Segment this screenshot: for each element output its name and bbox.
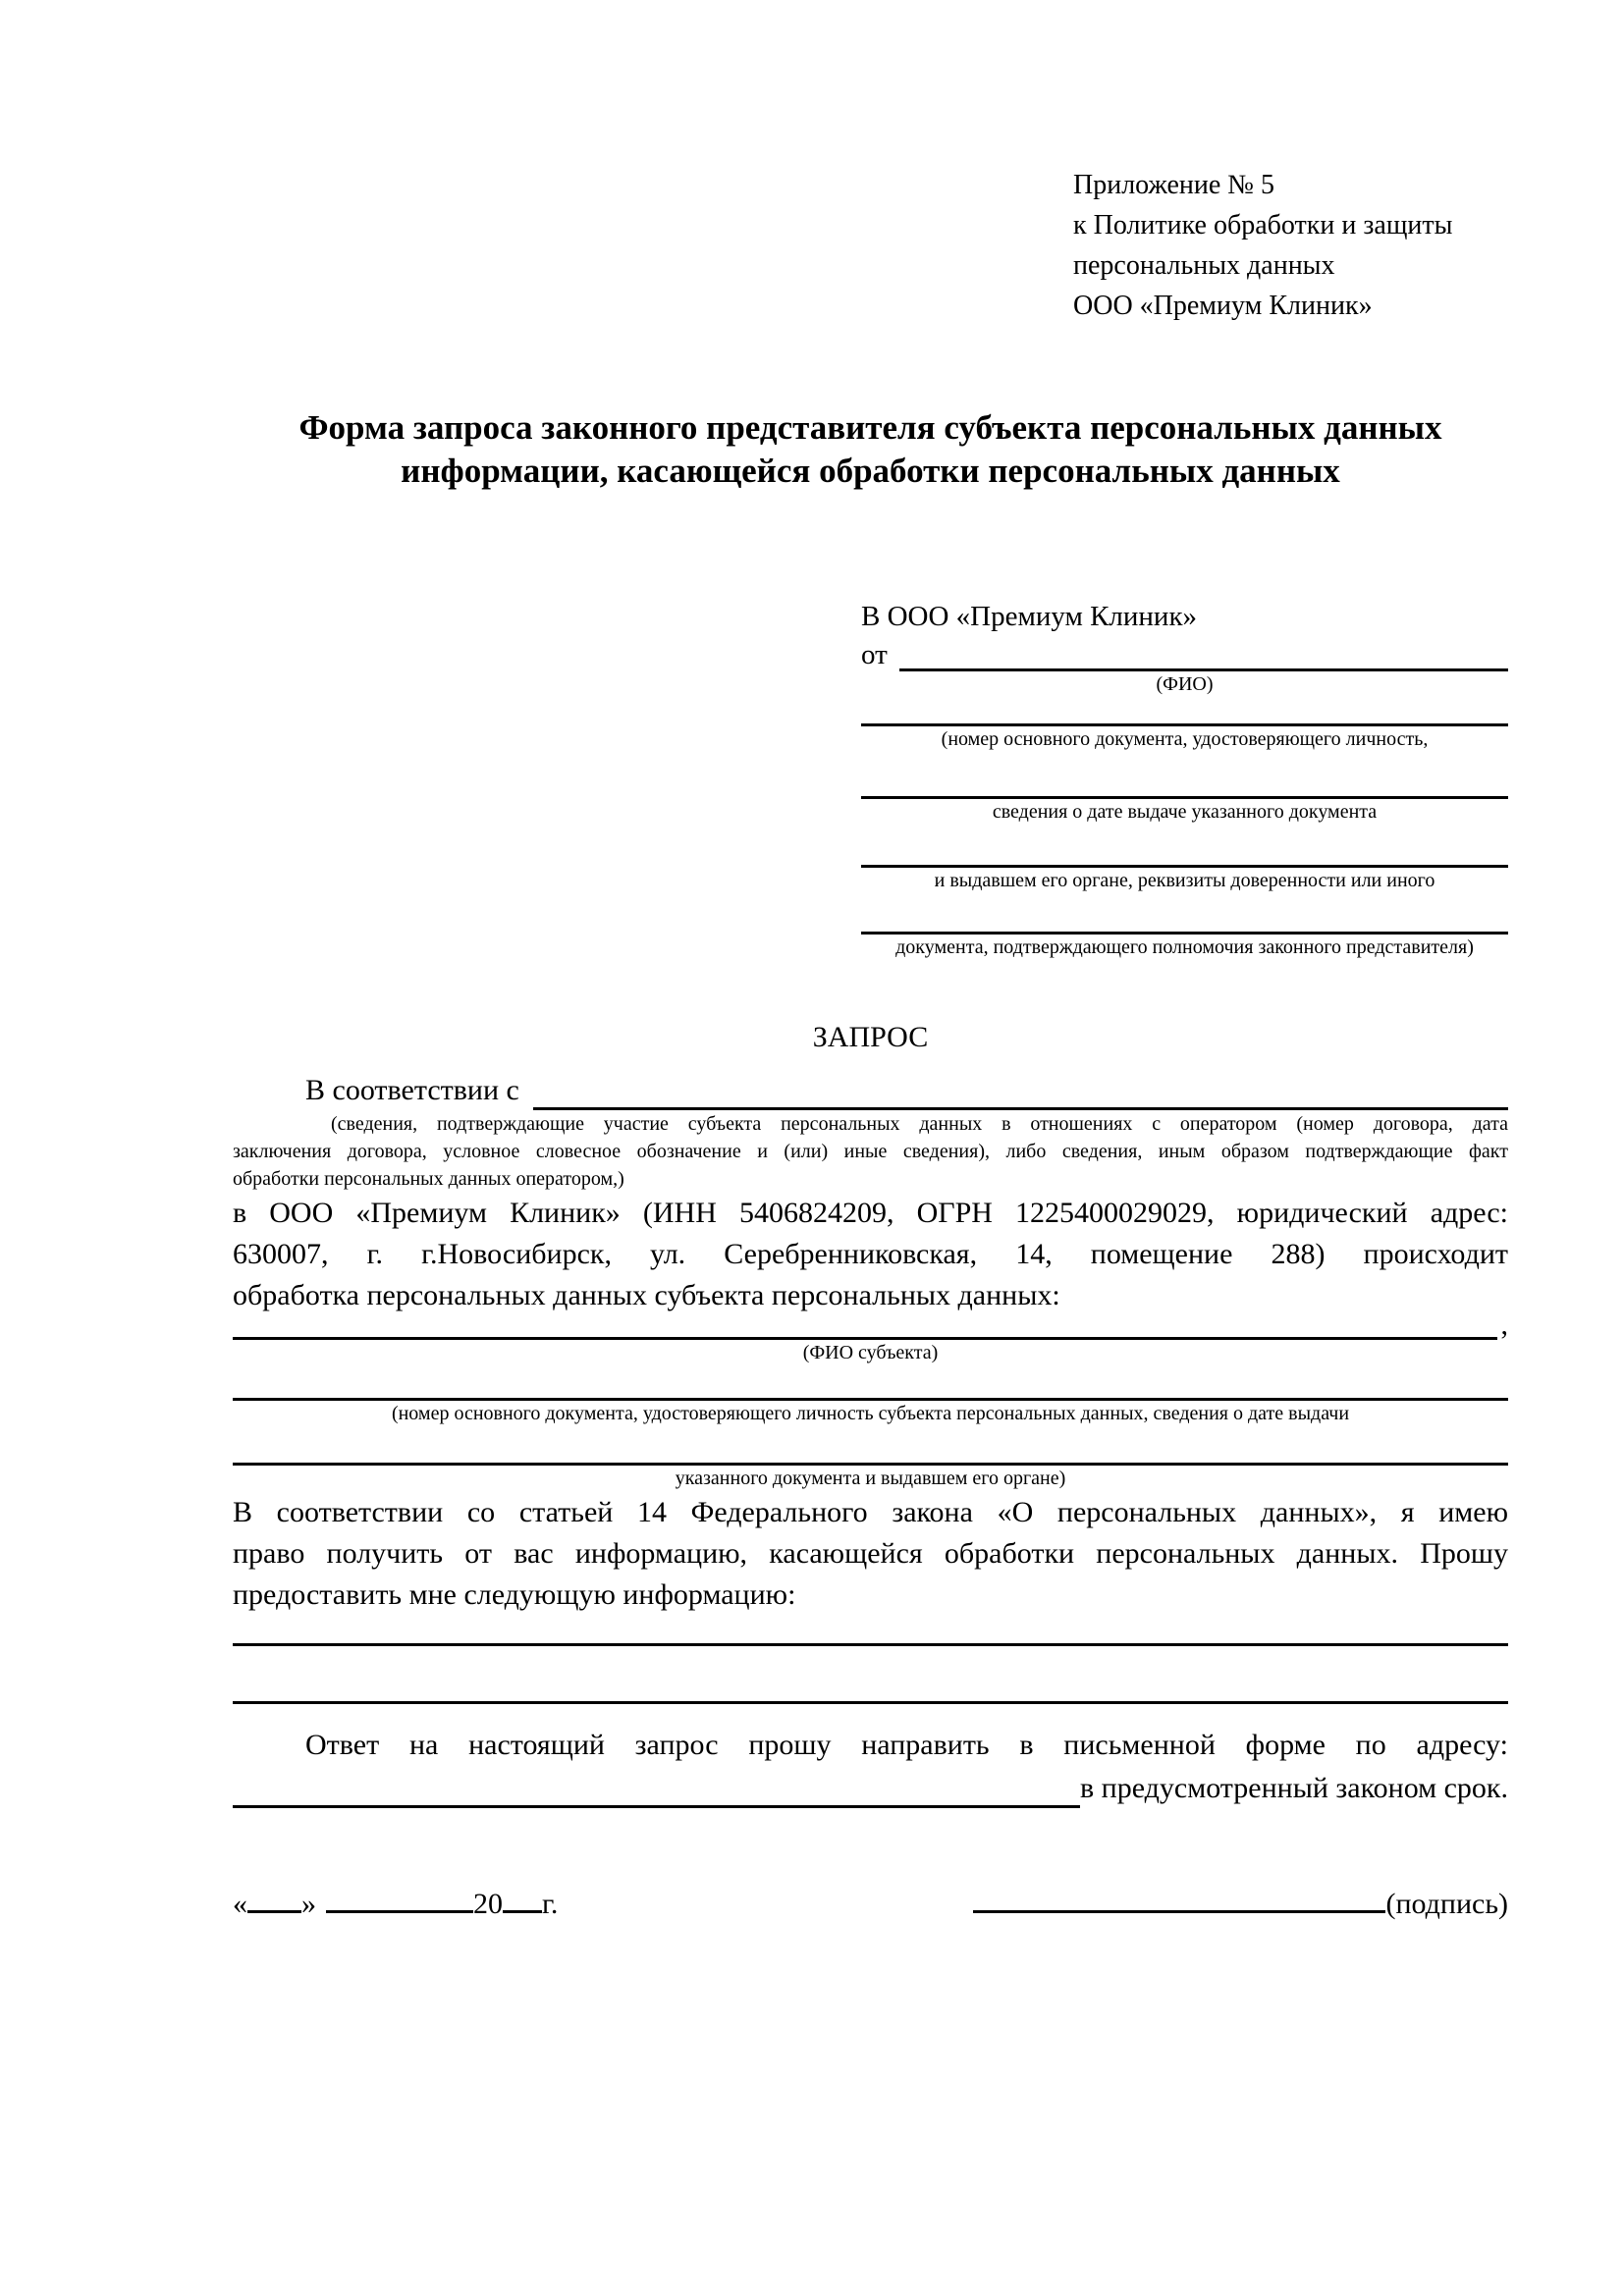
operator-paragraph-line: обработка персональных данных субъекта персональных данных: xyxy=(233,1279,1060,1311)
document-caption: документа, подтверждающего полномочия законного представителя) xyxy=(895,936,1474,958)
from-row xyxy=(861,636,1508,671)
signature-caption: (подпись) xyxy=(1385,1888,1508,1920)
subject-document-caption: (номер основного документа, удостоверяющего личность субъекта персональных данных, сведения о дате выдачи xyxy=(391,1403,1350,1424)
answer-tail: в предусмотренный законом срок. xyxy=(1080,1772,1508,1804)
intro-caption-line: обработки персональных данных оператором,) xyxy=(233,1168,624,1190)
answer-address-row xyxy=(233,1766,1508,1808)
document-caption: (номер основного документа, удостоверяющего личность, xyxy=(941,728,1429,750)
answer-paragraph: Ответ на настоящий запрос прошу направить в письменной форме по адресу: xyxy=(305,1729,1508,1761)
date-signature-row xyxy=(233,1881,1508,1924)
operator-paragraph-line: 630007, г. г.Новосибирск, ул. Серебренниковская, 14, помещение 288) происходит xyxy=(233,1238,1508,1270)
intro-caption xyxy=(233,1110,1508,1193)
issuing-authority-blank-line xyxy=(861,826,1508,868)
requested-info-blank-line xyxy=(233,1616,1508,1646)
operator-paragraph-line: в ООО «Премиум Клиник» (ИНН 5406824209, ОГРН 1225400029029, юридический адрес: xyxy=(233,1197,1508,1229)
intro-row xyxy=(233,1067,1508,1110)
signature-field xyxy=(973,1881,1508,1924)
law-paragraph xyxy=(233,1492,1508,1616)
document-title-line: информации, касающейся обработки персональных данных xyxy=(401,452,1340,490)
year-blank-line xyxy=(503,1881,542,1913)
year-suffix: г. xyxy=(542,1888,559,1920)
signature-blank-line xyxy=(973,1881,1385,1913)
document-caption: и выдавшем его органе, реквизиты доверенности или иного xyxy=(934,870,1435,891)
document-title xyxy=(233,406,1508,493)
document-number-blank-line xyxy=(861,698,1508,726)
request-heading: ЗАПРОС xyxy=(812,1021,929,1053)
law-paragraph-line: право получить от вас информацию, касающейся обработки персональных данных. Прошу xyxy=(233,1537,1508,1570)
answer-address-blank-line xyxy=(233,1805,1080,1808)
requested-info-blank-line xyxy=(233,1646,1508,1704)
appendix-header xyxy=(1073,165,1508,326)
open-quote: « xyxy=(233,1888,247,1920)
intro-label: В соответствии с xyxy=(305,1074,519,1106)
law-paragraph-line: предоставить мне следующую информацию: xyxy=(233,1578,796,1611)
day-blank-line xyxy=(247,1881,301,1913)
from-label: от xyxy=(861,639,888,670)
appendix-header-line: персональных данных xyxy=(1073,250,1335,281)
fio-caption: (ФИО) xyxy=(1156,673,1214,695)
document-caption: сведения о дате выдаче указанного документа xyxy=(992,801,1378,823)
subject-document-blank-line xyxy=(233,1366,1508,1401)
addressee-organization: В ООО «Премиум Клиник» xyxy=(861,601,1198,632)
appendix-header-line: Приложение № 5 xyxy=(1073,170,1274,200)
intro-caption-line: (сведения, подтверждающие участие субъекта персональных данных в отношениях с оператором (номер договора, дата xyxy=(331,1113,1508,1135)
intro-caption-line: заключения договора, условное словесное обозначение и (или) иные сведения), либо сведения, иным образом подтверждающие факт xyxy=(233,1141,1508,1162)
subject-authority-caption: указанного документа и выдавшем его органе) xyxy=(675,1468,1066,1489)
authority-document-blank-line xyxy=(861,894,1508,934)
date-field xyxy=(233,1881,558,1924)
subject-fio-caption: (ФИО субъекта) xyxy=(802,1342,939,1363)
law-paragraph-line: В соответствии со статьей 14 Федерального закона «О персональных данных», я имею xyxy=(233,1496,1508,1528)
month-blank-line xyxy=(326,1881,473,1913)
year-prefix: 20 xyxy=(473,1888,503,1920)
appendix-header-line: ООО «Премиум Клиник» xyxy=(1073,291,1373,321)
operator-paragraph xyxy=(233,1193,1508,1316)
addressee-block xyxy=(861,597,1508,961)
subject-authority-blank-line xyxy=(233,1427,1508,1466)
comma: , xyxy=(1500,1308,1508,1341)
document-title-line: Форма запроса законного представителя субъекта персональных данных xyxy=(298,408,1442,447)
issue-date-blank-line xyxy=(861,753,1508,799)
subject-fio-row xyxy=(233,1308,1508,1341)
appendix-header-line: к Политике обработки и защиты xyxy=(1073,210,1453,240)
close-quote: » xyxy=(301,1888,316,1920)
